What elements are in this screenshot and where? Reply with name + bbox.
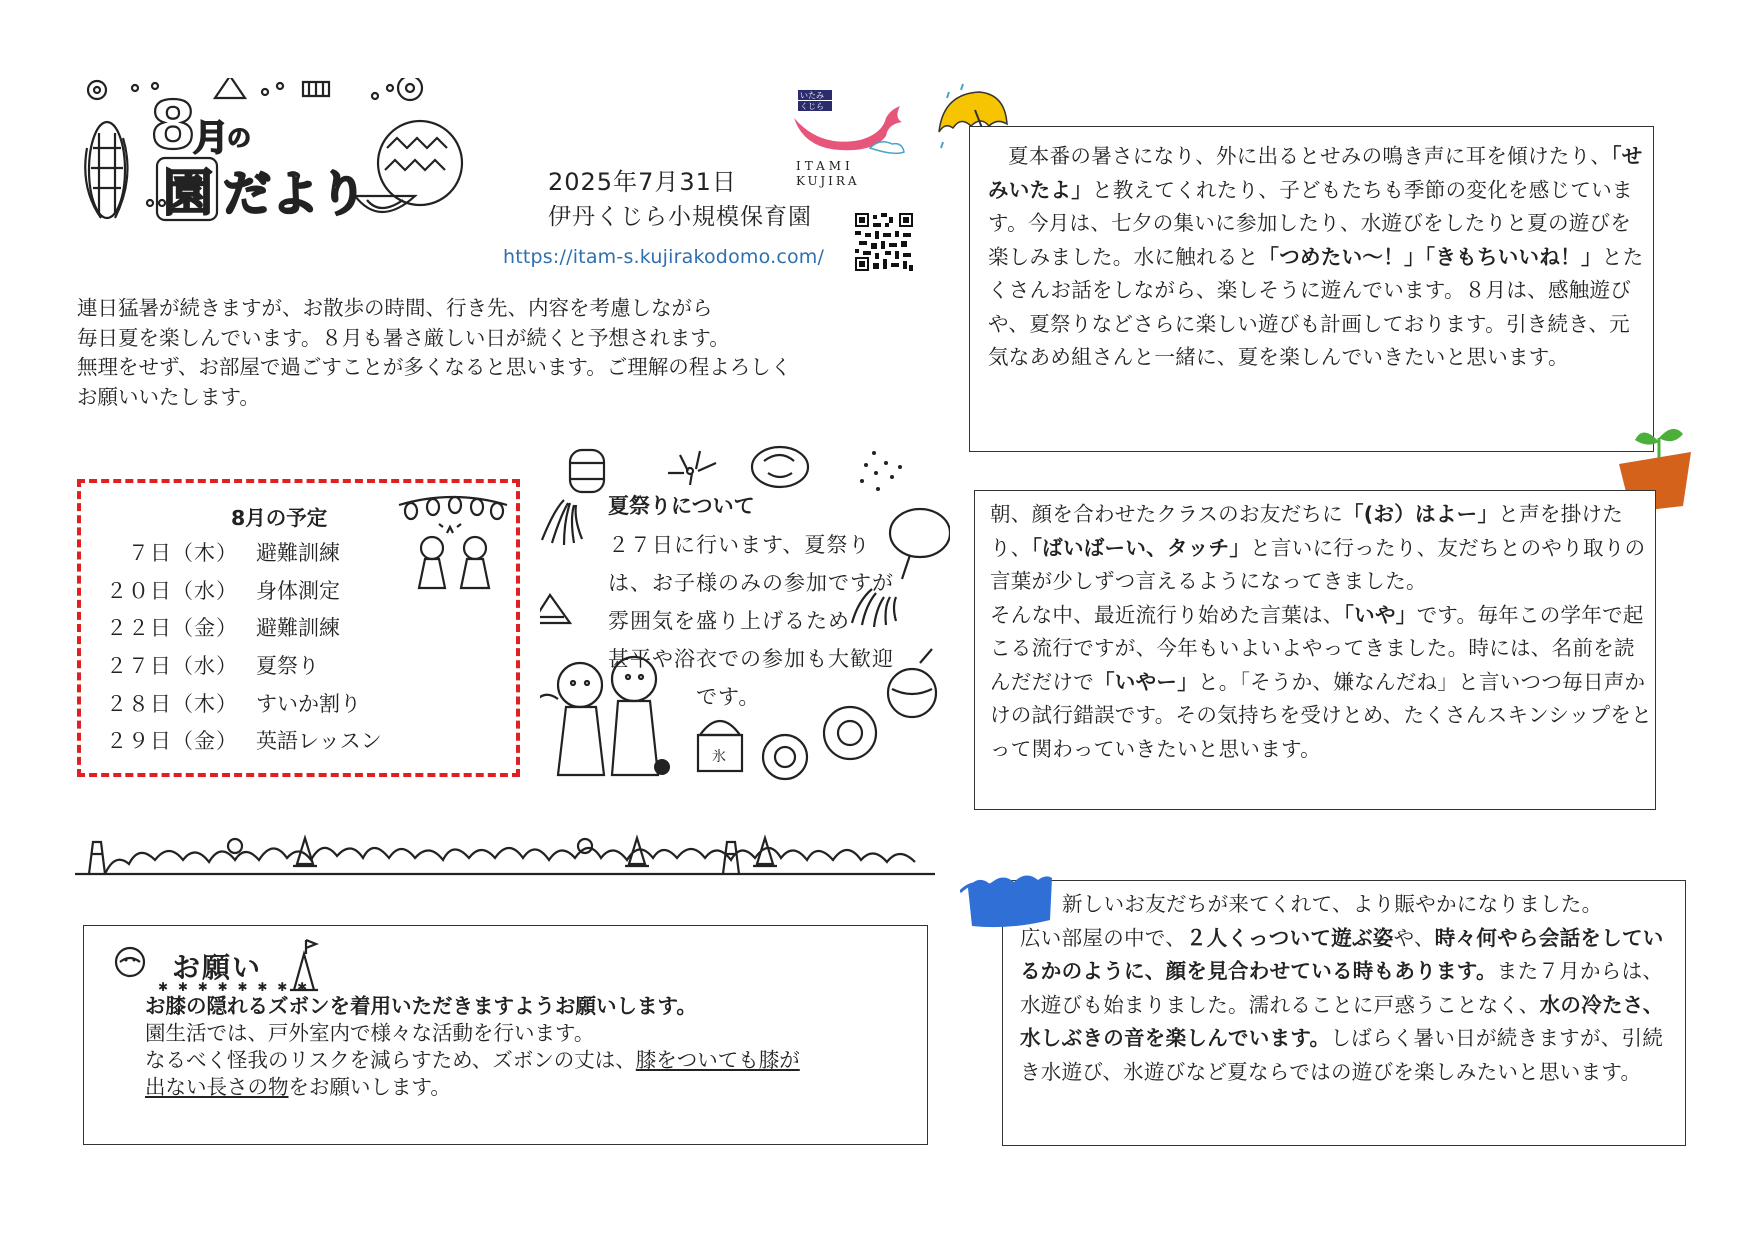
schedule-date: ２８日（木） [106,692,238,716]
fireworks-icon [668,451,716,485]
request-dots: ✱ ✱ ✱ ✱ ✱ ✱ ✱ ✱ [158,980,311,994]
shaved-ice-icon [698,721,742,771]
intro-line: お願いいたします。 [77,384,260,409]
intro-text [77,294,877,412]
schedule-box [77,479,520,777]
report-text: とたくさんお話をしながら、楽しそうに遊んでいます。８月は、感触遊びや、夏祭りなどさらに楽しい遊びも計画しております。引き続き、元気なあめ組さんと一緒に、夏を楽しんでいきたいと思います。 [988,244,1644,369]
report-bold: 「つめたい～！」「きもちいいね！」 [1258,244,1602,269]
svg-text:だより: だより [223,166,368,222]
website-link[interactable]: https://itam-s.kujirakodomo.com/ [503,246,825,268]
report-text: と言いに行ったり、友だちとのやり取りの言葉が少しずつ言えるようになってきました。 [990,535,1646,593]
intro-line: 毎日夏を楽しんでいます。８月も暑さ厳しい日が続くと予想されます。 [77,325,730,350]
lighthouse-icon [89,842,105,874]
schedule-row [101,725,382,755]
report-bold: 時々何やら会話をしているかのように、顔を見合わせている時もあります。 [1020,925,1664,983]
school-logo [790,88,912,190]
festival-line: 雰囲気を盛り上げるため [608,609,850,633]
title-art [75,78,495,240]
sailboat-icon [753,838,777,866]
intro-line: 連日猛暑が続きますが、お散歩の時間、行き先、内容を考慮しながら [77,296,713,320]
request-body [145,1020,905,1101]
report-text: と。「そうか、嫌なんだね」と言いつつ毎日声かけの試行錯誤です。その気持ちを受けとめ、たくさんスキンシップをとって関わっていきたいと思います。 [990,669,1653,761]
schedule-date: ２７日（水） [106,654,238,678]
festival-line: は、お子様のみの参加ですが [608,571,894,595]
report-text: そんな中、最近流行り始めた言葉は、 [990,602,1344,627]
schedule-row [101,575,340,605]
svg-text:の: の [227,124,251,152]
festival-text [608,526,913,716]
report-bold: 「いやー」 [1094,669,1198,694]
festival-title: 夏祭りについて [608,494,755,518]
class-report-3-text [1020,888,1680,1089]
watermelon-icon [355,78,462,212]
report-text: 新しいお友だちが来てくれて、より賑やかになりました。 [1062,892,1603,916]
report-text: です。毎年この学年で起こる流行ですが、今年もいよいよやってきました。時には、名前を読んだだけで [990,602,1644,694]
report-text: 夏本番の暑さになり、外に出るとせみの鳴き声に耳を傾けたり、 [1008,144,1612,168]
yoyo-icon [752,447,808,487]
schedule-date: ７日（木） [128,541,238,565]
schedule-title: 8月の予定 [231,506,328,530]
lantern-kids-icon [397,493,509,593]
report-text: 朝、顔を合わせたクラスのお友だちに [990,502,1343,526]
fireworks-icon [542,500,582,545]
schedule-date: ２０日（水） [106,579,238,603]
watermelon-icon [215,78,329,98]
schedule-event: 英語レッスン [256,729,382,753]
request-bold: お膝の隠れるズボンを着用いただきますようお願いします。 [145,994,697,1018]
logo-text-1: いたみ [800,91,824,100]
sun-icon [578,839,592,853]
school-name: 伊丹くじら小規模保育園 [548,204,812,230]
schedule-event: 避難訓練 [256,616,340,640]
report-text: と声を掛けたり、 [990,502,1624,560]
report-bold: 「(お）はよー」 [1342,502,1499,526]
festival-line: ２７日に行います、夏祭り [608,533,871,557]
watermelon-icon [540,595,570,623]
schedule-date: ２２日（金） [106,616,238,640]
intro-line: 無理をせず、お部屋で過ごすことが多くなると思います。ご理解の程よろしく [77,355,792,379]
schedule-date: ２９日（金） [106,729,238,753]
sunflower-icon [88,81,158,99]
schedule-event: 避難訓練 [256,541,340,565]
report-text: と教えてくれたり、子どもたちも季節の変化を感じています。今月は、七夕の集いに参加したり、水遊びをしたりと夏の遊びを楽しみました。水に触れると [988,177,1633,269]
logo-text-2: くじら [800,102,824,111]
request-underline: 出ない長さの物 [145,1075,289,1099]
request-line [145,1047,905,1074]
sunflower-icon [763,707,876,779]
report-text: しばらく暑い日が続きますが、引続き水遊び、氷遊びなど夏ならではの遊びを楽しみたいと思います。 [1020,1026,1664,1084]
report-bold: 水の冷たさ、水しぶきの音を楽しんでいます。 [1020,992,1664,1050]
request-text: なるべく怪我のリスクを減らすため、ズボンの丈は、 [145,1048,636,1072]
class-report-ame-text [988,140,1648,375]
festival-line: 甚平や浴衣での参加も大歓迎 [608,647,894,671]
svg-text:園: 園 [163,164,213,222]
report-bold: 「せみいたよ」 [988,144,1643,202]
request-underline: 膝をついても膝が [635,1048,800,1072]
logo-kujira: KUJIRA [796,174,860,188]
festival-line: です。 [696,685,761,709]
sun-icon [228,839,242,853]
report-bold: 「ばいばーい、タッチ」 [1031,535,1251,560]
fireworks-icon [860,451,902,491]
schedule-row [101,537,340,567]
class-report-2-text [990,498,1655,766]
issue-date: 2025年7月31日 [548,168,737,196]
schedule-row [101,688,361,718]
request-text: をお願いします。 [288,1075,451,1099]
request-heading: お願い [172,951,263,984]
report-text: 広い部屋の中で、 [1020,925,1186,950]
decorative-border [75,832,935,878]
schedule-row [101,650,319,680]
lantern-icon [570,450,604,492]
report-bold: ２人くっついて遊ぶ姿 [1186,925,1394,950]
request-line [145,1074,905,1101]
schedule-event: 夏祭り [256,654,319,678]
report-text: や、 [1393,925,1435,950]
schedule-event: すいか割り [256,692,361,716]
schedule-row [101,612,340,642]
logo-itami: ITAMI [796,159,854,173]
svg-text:月: 月 [193,118,230,159]
report-text: また７月からは、水遊びも始まりました。濡れることに戸惑うことなく、 [1020,959,1664,1017]
svg-text:氷: 氷 [712,749,726,765]
report-bold: 「いや」 [1343,602,1417,627]
title-8: 8 [150,87,196,164]
schedule-event: 身体測定 [256,579,340,603]
request-line: 園生活では、戸外室内で様々な活動を行います。 [145,1021,595,1045]
qr-code[interactable] [855,213,913,271]
